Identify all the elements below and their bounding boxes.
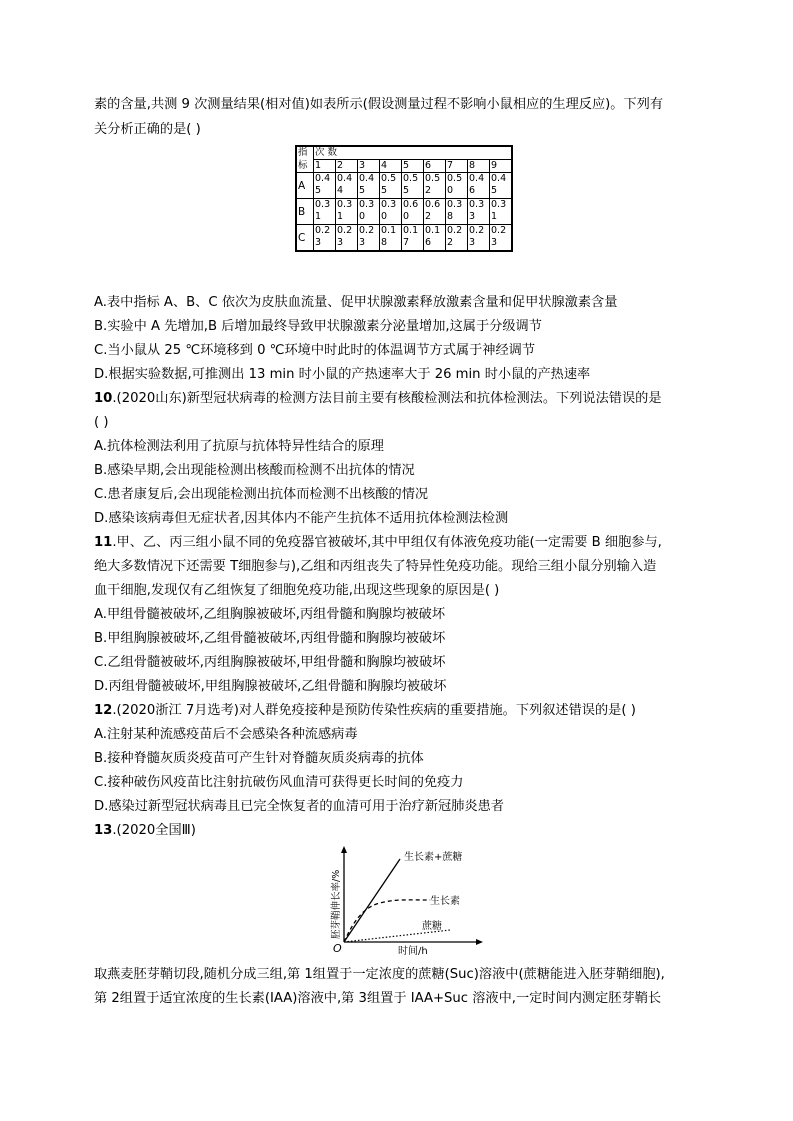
q11-option-a: A.甲组骨髓被破坏,乙组胸腺被破坏,丙组骨髓和胸腺均被破坏 xyxy=(94,607,446,622)
q10-option-c: C.患者康复后,会出现能检测出抗体而检测不出核酸的情况 xyxy=(94,487,429,502)
q13-number: 13 xyxy=(94,823,113,838)
q13-stem-text: .(2020全国Ⅲ) xyxy=(112,823,196,838)
table-col-header: 8 xyxy=(468,160,490,173)
table-cell: 0.5 2 xyxy=(424,173,446,199)
series-label-auxin: 生长素 xyxy=(430,896,460,907)
q9-option-d: D.根据实验数据,可推测出 13 min 时小鼠的产热速率大于 26 min 时小鼠的产热速率 xyxy=(94,367,591,382)
table-cell: 0.4 5 xyxy=(314,173,336,199)
q11-option-c: C.乙组骨髓被破坏,丙组胸腺被破坏,甲组骨髓和胸腺均被破坏 xyxy=(94,655,446,670)
q13-text-line-2: 第 2组置于适宜浓度的生长素(IAA)溶液中,第 3组置于 IAA+Suc 溶液中,一定时间内测定胚芽鞘长 xyxy=(94,991,662,1006)
x-axis-label: 时间/h xyxy=(398,946,428,957)
table-col-header: 1 xyxy=(314,160,336,173)
table-row-label: C xyxy=(296,225,314,252)
table-cell: 0.4 5 xyxy=(490,173,513,199)
q10-number: 10 xyxy=(94,391,113,406)
q9-stem-line-1: 素的含量,共测 9 次测量结果(相对值)如表所示(假设测量过程不影响小鼠相应的生理反应)。下列有 xyxy=(94,97,664,112)
q9-option-c: C.当小鼠从 25 ℃环境移到 0 ℃环境中时此时的体温调节方式属于神经调节 xyxy=(94,343,536,358)
table-col-header: 5 xyxy=(402,160,424,173)
table-cell: 0.2 2 xyxy=(446,225,468,252)
table-cell: 0.3 1 xyxy=(490,199,513,225)
table-col-header: 6 xyxy=(424,160,446,173)
q10-option-a: A.抗体检测法利用了抗原与抗体特异性结合的原理 xyxy=(94,439,384,454)
table-cell: 0.2 3 xyxy=(336,225,358,252)
q11-option-d: D.丙组骨髓被破坏,甲组胸腺被破坏,乙组骨髓和胸腺均被破坏 xyxy=(94,679,447,694)
table-cell: 0.2 3 xyxy=(358,225,380,252)
q12-option-a: A.注射某种流感疫苗后不会感染各种流感病毒 xyxy=(94,727,358,742)
table-cell: 0.5 5 xyxy=(380,173,402,199)
table-cell: 0.2 3 xyxy=(468,225,490,252)
q11-number: 11 xyxy=(94,535,113,550)
q11-option-b: B.甲组胸腺被破坏,乙组骨髓被破坏,丙组骨髓和胸腺均被破坏 xyxy=(94,631,446,646)
q12-stem xyxy=(94,702,636,720)
table-col-header: 9 xyxy=(490,160,513,173)
q13-growth-chart xyxy=(330,845,490,957)
table-col-header: 3 xyxy=(358,160,380,173)
table-cell: 0.6 0 xyxy=(402,199,424,225)
q10-stem xyxy=(94,390,662,408)
origin-label: O xyxy=(333,942,342,955)
q9-data-table xyxy=(295,145,513,252)
series-label-sucrose: 蔗糖 xyxy=(422,921,442,932)
y-axis-arrow xyxy=(341,846,347,853)
q12-option-c: C.接种破伤风疫苗比注射抗破伤风血清可获得更长时间的免疫力 xyxy=(94,775,464,790)
q10-option-b: B.感染早期,会出现能检测出核酸而检测不出抗体的情况 xyxy=(94,463,415,478)
table-cell: 0.3 0 xyxy=(380,199,402,225)
q12-option-b: B.接种脊髓灰质炎疫苗可产生针对脊髓灰质炎病毒的抗体 xyxy=(94,751,424,766)
q12-number: 12 xyxy=(94,703,113,718)
q9-stem-line-2: 关分析正确的是( ) xyxy=(94,122,201,137)
table-cell: 0.4 5 xyxy=(358,173,380,199)
q12-stem-text: .(2020浙江 7月选考)对人群免疫接种是预防传染性疾病的重要措施。下列叙述错误的是( ) xyxy=(112,703,636,718)
table-cell: 0.1 8 xyxy=(380,225,402,252)
table-cell: 0.2 3 xyxy=(490,225,513,252)
table-cell: 0.6 2 xyxy=(424,199,446,225)
table-cell: 0.1 6 xyxy=(424,225,446,252)
table-cell: 0.5 0 xyxy=(446,173,468,199)
q12-option-d: D.感染过新型冠状病毒且已完全恢复者的血清可用于治疗新冠肺炎患者 xyxy=(94,799,504,814)
table-row-label: A xyxy=(296,173,314,199)
table-col-header: 2 xyxy=(336,160,358,173)
table-cell: 0.1 7 xyxy=(402,225,424,252)
x-axis-arrow xyxy=(476,939,483,945)
table-cell: 0.3 1 xyxy=(314,199,336,225)
q10-option-d: D.感染该病毒但无症状者,因其体内不能产生抗体不适用抗体检测法检测 xyxy=(94,511,509,526)
table-cell: 0.3 1 xyxy=(336,199,358,225)
table-col-header: 7 xyxy=(446,160,468,173)
q11-stem-line-3: 血干细胞,发现仅有乙组恢复了细胞免疫功能,出现这些现象的原因是( ) xyxy=(94,583,500,598)
table-row xyxy=(296,199,512,225)
q9-option-a: A.表中指标 A、B、C 依次为皮肤血流量、促甲状腺激素释放激素含量和促甲状腺激素含量 xyxy=(94,295,618,310)
q11-stem-line-1 xyxy=(94,534,662,552)
table-cell: 0.3 8 xyxy=(446,199,468,225)
table-cell: 0.4 6 xyxy=(468,173,490,199)
table-row xyxy=(296,225,512,252)
table-cell: 0.3 0 xyxy=(358,199,380,225)
table-header-label: 次 数 xyxy=(314,146,513,160)
q13-stem xyxy=(94,822,196,840)
q9-option-b: B.实验中 A 先增加,B 后增加最终导致甲状腺激素分泌量增加,这属于分级调节 xyxy=(94,319,542,334)
table-row-label: B xyxy=(296,199,314,225)
series-label-auxin-sucrose: 生长素+蔗糖 xyxy=(404,852,463,863)
table-row xyxy=(296,173,512,199)
series-line-auxin xyxy=(344,900,430,942)
q11-stem-text: .甲、乙、丙三组小鼠不同的免疫器官被破坏,其中甲组仅有体液免疫功能(一定需要 B 细胞参与, xyxy=(112,535,662,550)
q11-stem-line-2: 绝大多数情况下还需要 T细胞参与),乙组和丙组丧失了特异性免疫功能。现给三组小鼠分别输入造 xyxy=(94,559,657,574)
table-cell: 0.3 3 xyxy=(468,199,490,225)
y-axis-label: 胚芽鞘伸长率/% xyxy=(331,869,342,939)
table-cell: 0.2 3 xyxy=(314,225,336,252)
table-corner-top: 指 xyxy=(296,146,314,160)
q10-stem-text: .(2020山东)新型冠状病毒的检测方法目前主要有核酸检测法和抗体检测法。下列说法错误的是 xyxy=(112,391,662,406)
table-corner-bottom: 标 xyxy=(296,160,314,173)
q13-text-line-1: 取燕麦胚芽鞘切段,随机分成三组,第 1组置于一定浓度的蔗糖(Suc)溶液中(蔗糖能进入胚芽鞘细胞), xyxy=(94,967,665,982)
table-cell: 0.5 5 xyxy=(402,173,424,199)
table-cell: 0.4 4 xyxy=(336,173,358,199)
q10-answer-paren: ( ) xyxy=(94,415,109,430)
table-col-header: 4 xyxy=(380,160,402,173)
